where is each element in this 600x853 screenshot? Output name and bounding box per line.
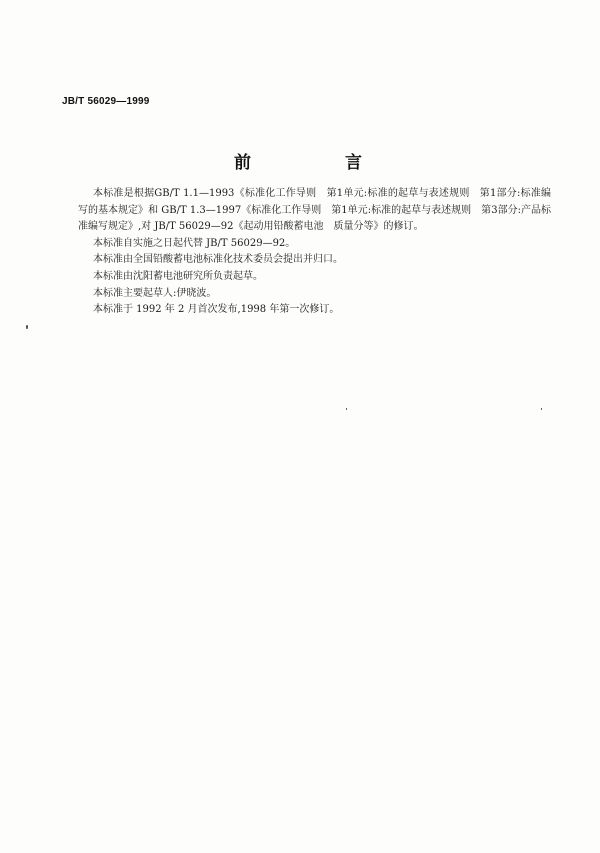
foreword-body — [78, 186, 551, 319]
standard-code: JB/T 56029—1999 — [62, 96, 150, 107]
paragraph-drafting-unit: 本标准由沈阳蓄电池研究所负责起草。 — [93, 270, 263, 282]
paragraph-replacement: 本标准自实施之日起代替 JB/T 56029—92。 — [93, 237, 296, 249]
page-title: 前 言 — [234, 153, 406, 173]
paragraph-drafter: 本标准主要起草人:伊晓波。 — [93, 287, 217, 299]
scan-speck — [541, 408, 542, 410]
paragraph-history: 本标准于 1992 年 2 月首次发布,1998 年第一次修订。 — [93, 304, 340, 316]
scan-speck — [26, 325, 28, 329]
paragraph-proposer: 本标准由全国铅酸蓄电池标准化技术委员会提出并归口。 — [93, 254, 343, 266]
paragraph-basis: 本标准是根据GB/T 1.1—1993《标准化工作导则 第1单元:标准的起草与表述规则 第1部分:标准编写的基本规定》和 GB/T 1.3—1997《标准化工作导则 第1单元:标准的起草与表述规则 第3部分:产品标准编写规定》,对 JB/T 56029—92《起动用铅酸蓄电池 质量分等》的修订。 — [78, 188, 551, 233]
scan-speck — [346, 408, 347, 410]
